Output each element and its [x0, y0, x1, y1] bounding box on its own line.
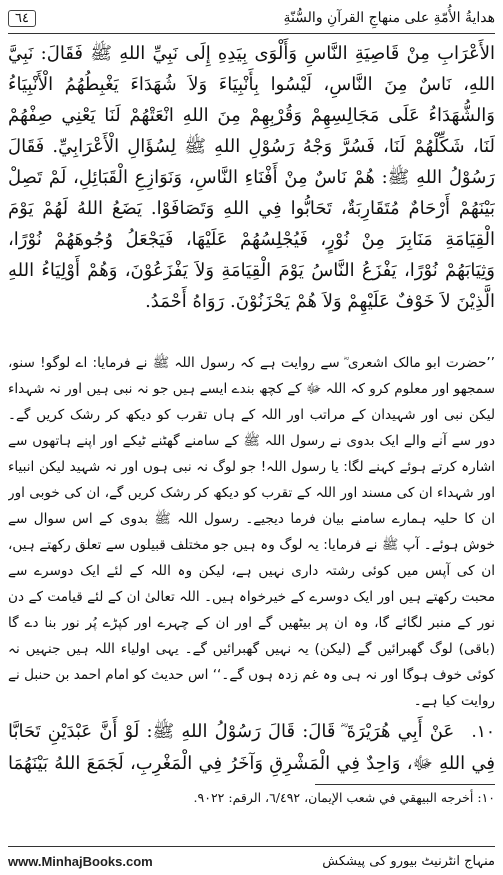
website-link[interactable]: www.MinhajBooks.com — [8, 853, 153, 869]
footnote-divider — [315, 784, 495, 785]
header-divider — [8, 33, 495, 34]
urdu-translation: ’’حضرت ابو مالک اشعری ؓ سے روایت ہے کہ رسول اللہ ﷺ نے فرمایا: اے لوگو! سنو، سمجھو اور معلوم کرو کہ اللہ ﷻ کے کچھ بندے ایسے ہیں جو نہ نبی ہیں اور نہ شہداء لیکن نبی اور شہیدان کے مراتب اور اللہ کے ہاں تقرب کو دیکھ کر رشک کریں گے۔ دور سے آنے والے ایک بدوی نے رسول اللہ ﷺ کے سامنے گھٹنے ٹیکے اور اپنے ہاتھوں سے اشارہ کرتے ہوئے کہنے لگا: یا رسول اللہ! جو لوگ نہ نبی ہوں اور نہ شہید لیکن انبیاء اور شہداء ان کی مسند اور اللہ کے تقرب کو دیکھ کر رشک کریں گے، ان کی خوبی اور ان کا حلیہ ہمارے سامنے بیان فرما دیجیے۔ رسول اللہ ﷺ بدوی کے اس سوال سے خوش ہوئے۔ آپ ﷺ نے فرمایا: یہ لوگ وہ ہیں جو مختلف قبیلوں سے تعلق رکھتے ہیں، ان کی آپس میں کوئی رشتہ داری نہیں ہے، لیکن وہ اللہ کے لئے ایک دوسرے سے محبت رکھتے ہیں اور ایک دوسرے کے خیرخواہ ہیں۔ اللہ تعالیٰ ان کے لئے قیامت کے دن نور کے منبر لگائے گا، وہ ان پر بیٹھیں گے اور ان کے چہرے اور کپڑے پُر نور بنا دے گا (باقی) لوگ گھبرائیں گے (لیکن) یہ نہیں گھبرائیں گے۔ یہی اولیاء اللہ ہیں جنہیں نہ کوئی خوف ہوگا اور نہ ہی وہ غم زدہ ہوں گے۔‘‘ اس حدیث کو امام احمد بن حنبل نے روایت کیا ہے۔ — [8, 355, 495, 709]
hadith-number: ١٠. — [471, 722, 495, 742]
footnote: ١٠: أخرجه البيهقي في شعب الإيمان، ٦/٤٩٢، الرقم: ٩٠٢٢. — [193, 790, 495, 805]
hadith-10-text: عَنْ أَبِي هُرَيْرَةَ ؓ قَالَ: قَالَ رَسُوْلُ اللهِ ﷺ: لَوْ أَنَّ عَبْدَيْنِ تَحَابَّا فِي اللهِ ﷻ، وَاحِدٌ فِي الْمَشْرِقِ وَآخَرُ فِي الْمَغْرِبِ، لَجَمَعَ اللهُ بَيْنَهُمَا — [8, 721, 495, 774]
arabic-hadith-text: الأَعْرَابِ مِنْ قَاصِيَةِ النَّاسِ وَأَلْوَى بِيَدِهِ إِلَى نَبِيِّ اللهِ ﷺ فَقَالَ: نَبِيَّ اللهِ، نَاسٌ مِنَ النَّاسِ، لَيْسُوا بِأَنْبِيَاءَ وَلاَ شُهَدَاءَ يَغْبِطُهُمُ الْأَنْبِيَاءُ وَالشُّهَدَاءُ عَلَى مَجَالِسِهِمْ وَقُرْبِهِمْ مِنَ اللهِ انْعَتْهُمْ لَنَا يَعْنِي صِفْهُمْ لَنَا، شَكِّلْهُمْ لَنَا، فَسُرَّ وَجْهُ رَسُوْلِ اللهِ ﷺ لِسُؤَالِ الْأَعْرَابِيِّ. فَقَالَ رَسُوْلُ اللهِ ﷺ: هُمْ نَاسٌ مِنْ أَفْنَاءِ النَّاسِ، وَنَوَازِعِ الْقَبَائِلِ، لَمْ تَصِلْ بَيْنَهُمْ أَرْحَامٌ مُتَقَارِبَةٌ، تَحَابُّوا فِي اللهِ وَتَصَافَوْا. يَضَعُ اللهُ لَهُمْ يَوْمَ الْقِيَامَةِ مَنَابِرَ مِنْ نُوْرٍ، فَيُجْلِسُهُمْ عَلَيْهَا، فَيَجْعَلُ وُجُوهَهُمْ نُوْرًا، وَثِيَابَهُمْ نُوْرًا، يَفْزَعُ النَّاسُ يَوْمَ الْقِيَامَةِ وَلاَ يَفْزَعُوْنَ، وَهُمْ أَوْلِيَاءُ اللهِ الَّذِيْنَ لاَ خَوْفٌ عَلَيْهِمْ وَلاَ هُمْ يَحْزَنُوْنَ. رَوَاهُ أَحْمَدُ. — [8, 43, 495, 312]
hadith-10 — [8, 716, 495, 780]
footer-divider — [8, 846, 495, 847]
page — [8, 4, 495, 871]
page-number: ٦٤ — [8, 10, 36, 27]
page-footer — [8, 852, 495, 870]
book-title: هدايةُ الأُمّةِ على منهاجِ القرآنِ والسُّنّةِ — [283, 10, 495, 26]
page-header — [8, 4, 495, 32]
publisher-credit: منہاج انٹرنیٹ بیورو کی پیشکش — [322, 853, 495, 869]
